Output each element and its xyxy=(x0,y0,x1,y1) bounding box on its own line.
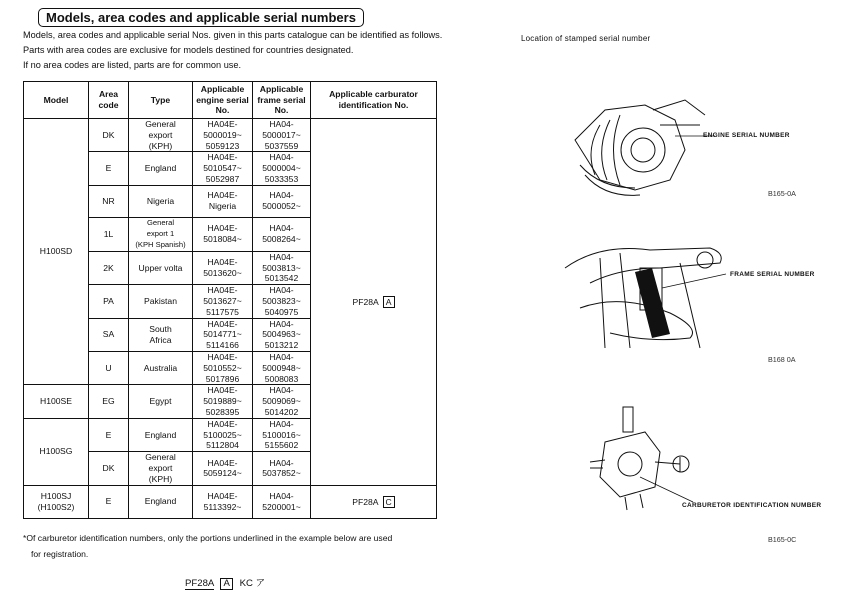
frame-line: HA04- xyxy=(269,490,294,501)
table-row xyxy=(24,485,437,518)
engine-line: 5114166 xyxy=(206,340,239,351)
carburetor-illustration xyxy=(585,402,695,512)
frame-line: HA04- xyxy=(269,418,294,429)
engine-line: HA04E- xyxy=(207,257,238,268)
page-title: Models, area codes and applicable serial numbers xyxy=(38,8,364,27)
area-code-cell: U xyxy=(89,351,129,384)
type-cell xyxy=(129,152,193,185)
engine-line: 5113392~ xyxy=(203,501,242,512)
header-engine-serial: Applicable engine serial No. xyxy=(193,82,253,119)
type-cell xyxy=(129,351,193,384)
frame-cell xyxy=(253,119,311,152)
engine-cell xyxy=(193,385,253,418)
frame-line: 5013212 xyxy=(264,340,299,351)
frame-line: HA04- xyxy=(269,119,294,129)
engine-line: 5013627~ xyxy=(203,295,242,306)
type-line: South xyxy=(149,323,172,334)
engine-line: 5059123 xyxy=(205,140,240,151)
frame-figure-code: B168 0A xyxy=(768,355,796,364)
engine-line: HA04E- xyxy=(207,318,238,329)
frame-line: 5037852~ xyxy=(262,468,301,479)
frame-line: HA04- xyxy=(269,385,294,396)
location-title: Location of stamped serial number xyxy=(521,34,651,43)
engine-line: 5028395 xyxy=(205,406,240,417)
header-frame-serial: Applicable frame serial No. xyxy=(253,82,311,119)
carburetor-id-label: CARBURETOR IDENTIFICATION NUMBER xyxy=(682,502,822,509)
frame-line: HA04- xyxy=(269,251,294,262)
frame-cell xyxy=(253,185,311,217)
engine-line: 5014771~ xyxy=(203,329,242,340)
frame-cell xyxy=(253,385,311,418)
frame-cell xyxy=(253,485,311,518)
type-line: Africa xyxy=(149,334,172,345)
frame-line: HA04- xyxy=(269,285,294,296)
area-code-cell: SA xyxy=(89,318,129,351)
type-line: General xyxy=(145,452,176,463)
table-row xyxy=(24,119,437,152)
frame-line: HA04- xyxy=(269,190,294,201)
type-cell xyxy=(129,251,193,284)
area-code-cell: PA xyxy=(89,285,129,318)
engine-cell xyxy=(193,251,253,284)
engine-cell xyxy=(193,152,253,185)
frame-cell xyxy=(253,418,311,451)
frame-cell xyxy=(253,152,311,185)
frame-line: 5033353 xyxy=(264,173,299,184)
engine-line: HA04E- xyxy=(207,285,238,296)
type-line: Nigeria xyxy=(146,195,175,206)
frame-line: HA04- xyxy=(269,351,294,362)
frame-cell xyxy=(253,452,311,485)
type-line: (KPH Spanish) xyxy=(135,239,186,249)
engine-line: 5059124~ xyxy=(203,468,242,479)
frame-line: 5200001~ xyxy=(262,501,301,512)
frame-line: HA04- xyxy=(269,457,294,468)
area-code-cell: E xyxy=(89,485,129,518)
type-line: England xyxy=(144,429,177,440)
model-cell: H100SJ (H100S2) xyxy=(24,485,89,518)
type-cell xyxy=(129,217,193,251)
frame-line: HA04- xyxy=(269,152,294,163)
engine-line: 5100025~ xyxy=(203,429,242,440)
type-line: England xyxy=(144,163,177,174)
type-cell xyxy=(129,385,193,418)
type-line: England xyxy=(144,496,177,507)
frame-line: 5040975 xyxy=(264,306,299,317)
frame-line: 5100016~ xyxy=(262,429,301,440)
area-code-cell: NR xyxy=(89,185,129,217)
engine-serial-label: ENGINE SERIAL NUMBER xyxy=(703,132,790,139)
carburetor-id-example xyxy=(185,575,265,590)
carburetor-id-box: A xyxy=(383,296,395,308)
type-line: Egypt xyxy=(149,396,172,407)
frame-line: HA04- xyxy=(269,318,294,329)
frame-illustration xyxy=(560,238,730,353)
carburetor-id-box: C xyxy=(383,496,395,508)
type-line: export 1 xyxy=(146,228,175,238)
engine-line: 5000019~ xyxy=(203,129,242,140)
engine-figure-code: B165-0A xyxy=(768,189,796,198)
engine-line: HA04E- xyxy=(207,490,238,501)
engine-line: HA04E- xyxy=(207,119,238,129)
type-cell xyxy=(129,185,193,217)
frame-cell xyxy=(253,285,311,318)
type-cell xyxy=(129,285,193,318)
footnote-line-1: *Of carburetor identification numbers, only the portions underlined in the example below are used xyxy=(23,533,393,543)
engine-line: HA04E- xyxy=(207,457,238,468)
area-code-cell: 2K xyxy=(89,251,129,284)
type-line: export xyxy=(148,129,173,140)
serial-number-table xyxy=(23,81,437,519)
area-code-cell: E xyxy=(89,418,129,451)
carburetor-figure-code: B165-0C xyxy=(768,535,797,544)
header-model: Model xyxy=(24,82,89,119)
engine-cell xyxy=(193,418,253,451)
engine-line: HA04E- xyxy=(207,223,238,234)
frame-line: 5004963~ xyxy=(262,329,301,340)
type-line: (KPH) xyxy=(148,473,173,484)
frame-line: 5008083 xyxy=(264,373,299,384)
engine-line: 5018084~ xyxy=(203,234,242,245)
engine-cell xyxy=(193,485,253,518)
type-cell xyxy=(129,418,193,451)
type-line: (KPH) xyxy=(148,140,173,151)
engine-line: HA04E- xyxy=(207,385,238,396)
engine-cell xyxy=(193,185,253,217)
frame-line: 5013542 xyxy=(264,273,299,284)
frame-line: 5000948~ xyxy=(262,362,301,373)
engine-cell xyxy=(193,285,253,318)
frame-cell xyxy=(253,318,311,351)
type-cell xyxy=(129,485,193,518)
carburetor-id: PF28A xyxy=(352,296,379,307)
engine-illustration xyxy=(565,80,715,200)
engine-line: Nigeria xyxy=(208,201,237,212)
frame-serial-label: FRAME SERIAL NUMBER xyxy=(730,271,815,278)
engine-line: 5117575 xyxy=(206,306,239,317)
engine-cell xyxy=(193,217,253,251)
model-cell: H100SG xyxy=(24,418,89,485)
frame-cell xyxy=(253,251,311,284)
area-code-cell: DK xyxy=(89,452,129,485)
frame-line: 5000052~ xyxy=(262,201,301,212)
type-cell xyxy=(129,452,193,485)
frame-line: 5003823~ xyxy=(262,295,301,306)
type-line: General xyxy=(146,218,175,228)
frame-line: 5000004~ xyxy=(262,163,301,174)
area-code-cell: 1L xyxy=(89,217,129,251)
type-line: Upper volta xyxy=(138,262,183,273)
carburetor-id-cell xyxy=(311,119,437,486)
header-type: Type xyxy=(129,82,193,119)
frame-line: 5014202 xyxy=(264,406,299,417)
area-code-cell: E xyxy=(89,152,129,185)
frame-line: 5037559 xyxy=(264,140,299,151)
frame-line: 5009069~ xyxy=(262,396,301,407)
example-underlined-part: PF28A xyxy=(185,578,214,589)
frame-line: 5000017~ xyxy=(262,129,301,140)
engine-cell xyxy=(193,351,253,384)
area-code-cell: DK xyxy=(89,119,129,152)
frame-line: 5155602 xyxy=(264,440,299,451)
carburetor-id-cell xyxy=(311,485,437,518)
engine-line: HA04E- xyxy=(207,351,238,362)
model-cell: H100SD xyxy=(24,119,89,385)
engine-line: 5013620~ xyxy=(203,267,242,278)
carburetor-id: PF28A xyxy=(352,496,379,507)
frame-cell xyxy=(253,351,311,384)
engine-cell xyxy=(193,452,253,485)
engine-line: HA04E- xyxy=(207,190,238,201)
frame-line: 5008264~ xyxy=(262,234,301,245)
frame-cell xyxy=(253,217,311,251)
engine-cell xyxy=(193,318,253,351)
intro-line-2: Parts with area codes are exclusive for models destined for countries designated. xyxy=(23,45,354,55)
type-cell xyxy=(129,119,193,152)
engine-cell xyxy=(193,119,253,152)
engine-line: 5010547~ xyxy=(203,163,242,174)
example-rest: KC ア xyxy=(239,578,266,589)
intro-line-3: If no area codes are listed, parts are for common use. xyxy=(23,60,242,70)
engine-line: 5019889~ xyxy=(203,396,242,407)
example-box: A xyxy=(220,578,232,590)
type-cell xyxy=(129,318,193,351)
engine-line: 5052987 xyxy=(205,173,240,184)
footnote-line-2: for registration. xyxy=(31,549,89,559)
type-line: Australia xyxy=(143,362,178,373)
engine-line: HA04E- xyxy=(207,418,238,429)
frame-line: 5003813~ xyxy=(262,262,301,273)
type-line: Pakistan xyxy=(144,295,177,306)
intro-line-1: Models, area codes and applicable serial Nos. given in this parts catalogue can be identified as follows. xyxy=(23,30,443,40)
header-area-code: Area code xyxy=(89,82,129,119)
engine-line: 5112804 xyxy=(206,440,239,451)
type-line: export xyxy=(148,462,173,473)
model-cell: H100SE xyxy=(24,385,89,418)
area-code-cell: EG xyxy=(89,385,129,418)
header-carburetor-id: Applicable carburator identification No. xyxy=(311,82,437,119)
engine-line: 5017896 xyxy=(205,373,240,384)
frame-line: HA04- xyxy=(269,223,294,234)
engine-line: 5010552~ xyxy=(203,362,242,373)
type-line: General xyxy=(145,119,176,129)
engine-line: HA04E- xyxy=(207,152,238,163)
